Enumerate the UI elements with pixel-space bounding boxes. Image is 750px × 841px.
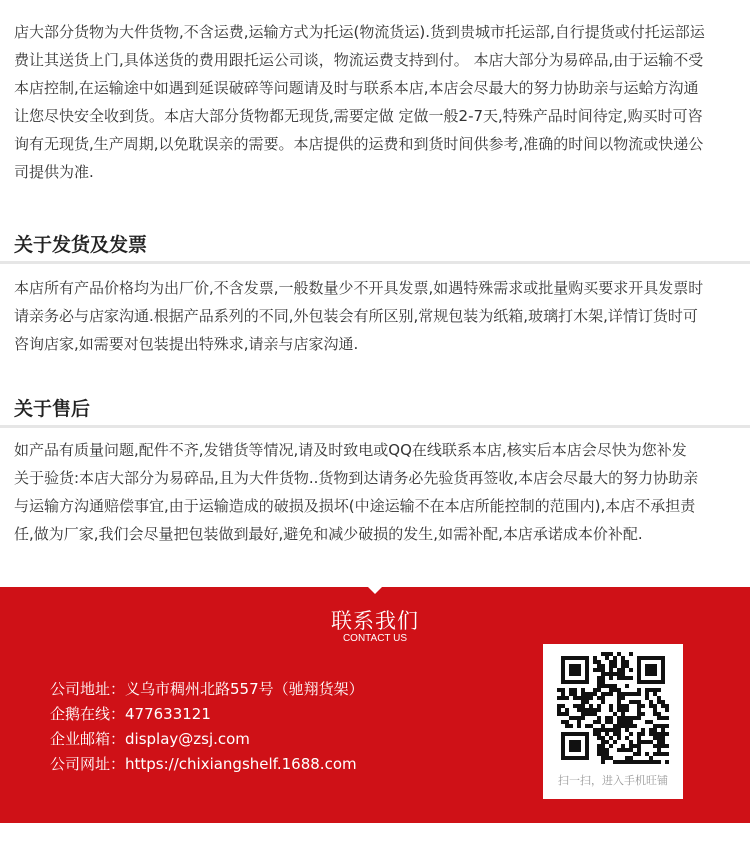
contact-heading: 联系我们 — [331, 609, 419, 633]
qr-card[interactable] — [543, 644, 683, 799]
company-address: 公司地址：义乌市稠州北路557号（驰翔货架） — [50, 680, 364, 698]
section-title: 关于售后 — [14, 398, 91, 420]
qr-caption: 扫一扫，进入手机旺铺 — [558, 774, 668, 787]
section-title: 关于发货及发票 — [14, 234, 148, 256]
section-divider — [0, 261, 750, 264]
qr-code-icon — [557, 652, 669, 764]
text-line: 询有无现货,生产周期,以免耽误亲的需要。本店提供的运费和到货时间供参考,准确的时间以物流或快递公 — [14, 135, 704, 153]
after-sales-header — [0, 390, 750, 432]
text-line: 让您尽快安全收到货。本店大部分货物都无现货,需要定做 定做一般2-7天,特殊产品时间待定,购买时可咨 — [14, 107, 703, 125]
text-line: 如产品有质量问题,配件不齐,发错货等情况,请及时致电或QQ在线联系本店,核实后本店会尽快为您补发 — [14, 441, 687, 459]
text-line: 咨询店家,如需要对包装提出特殊求,请亲与店家沟通. — [14, 335, 359, 353]
text-line: 关于验货:本店大部分为易碎品,且为大件货物..货物到达请务必先验货再签收,本店会尽最大的努力协助亲 — [14, 469, 699, 487]
contact-section — [0, 587, 750, 823]
contact-info — [50, 677, 510, 777]
text-line: 本店控制,在运输途中如遇到延误破碎等问题请及时与联系本店,本店会尽最大的努力协助亲与运蛤方沟通 — [14, 79, 699, 97]
text-line: 本店所有产品价格均为出厂价,不含发票,一般数量少不开具发票,如遇特殊需求或批量购买要求开具发票时 — [14, 279, 704, 297]
after-sales-text — [14, 436, 738, 548]
contact-subheading: CONTACT US — [342, 633, 408, 644]
text-line: 店大部分货物为大件货物,不含运费,运输方式为托运(物流货运).货到贵城市托运部,自行提货或付托运部运 — [14, 23, 705, 41]
shipping-notice-text — [14, 18, 738, 186]
text-line: 请亲务必与店家沟通.根据产品系列的不同,外包装会有所区别,常规包装为纸箱,玻璃打木架,详情订货时可 — [14, 307, 698, 325]
section-divider — [0, 425, 750, 428]
text-line: 费让其送货上门,具体送货的费用跟托运公司谈，物流运费支持到付。 本店大部分为易碎品,由于运输不受 — [14, 51, 704, 69]
text-line: 任,做为厂家,我们会尽量把包装做到最好,避免和减少破损的发生,如需补配,本店承诺成本价补配. — [14, 525, 643, 543]
company-website[interactable]: 公司网址：https://chixiangshelf.1688.com — [50, 755, 357, 773]
footer-spacer — [0, 823, 750, 841]
notch-decoration — [368, 587, 382, 594]
text-line: 与运输方沟通赔偿事宜,由于运输造成的破损及损坏(中途运输不在本店所能控制的范围内),本店不承担责 — [14, 497, 696, 515]
qq-online[interactable]: 企鹅在线：477633121 — [50, 705, 211, 723]
shipping-invoice-text — [14, 274, 738, 358]
text-line: 司提供为准. — [14, 163, 94, 181]
shipping-invoice-header — [0, 226, 750, 268]
company-email[interactable]: 企业邮箱：display@zsj.com — [50, 730, 250, 748]
